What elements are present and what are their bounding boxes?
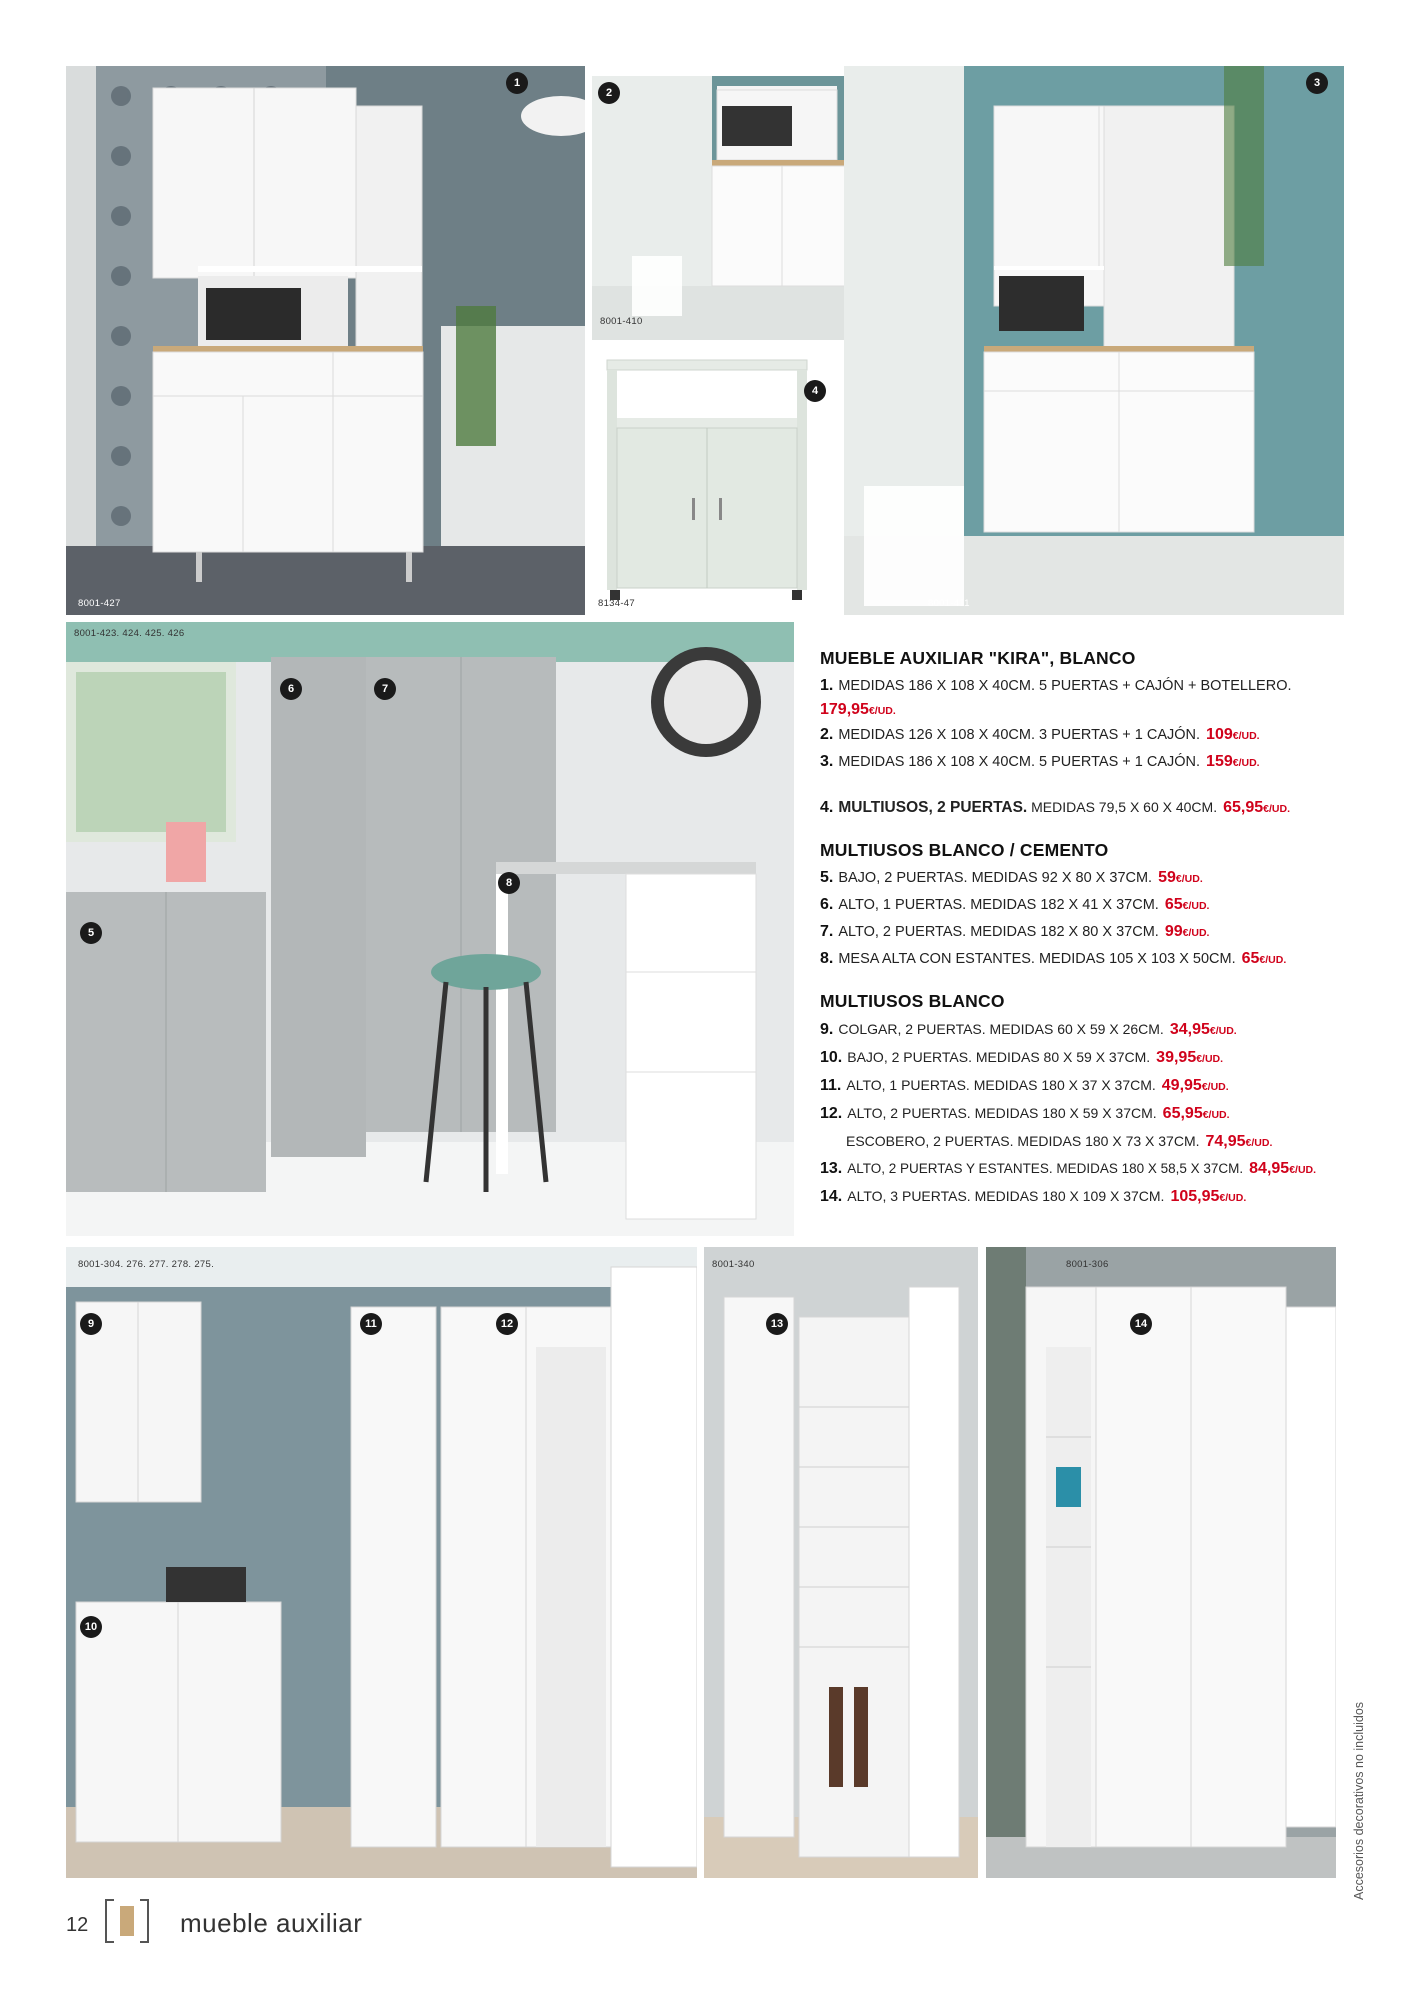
item-5: 5. BAJO, 2 PUERTAS. MEDIDAS 92 X 80 X 37CM. 59€/UD. [820,869,1203,886]
item-3: 3. MEDIDAS 186 X 108 X 40CM. 5 PUERTAS + 1 CAJÓN. 159€/UD. [820,753,1260,770]
kira-heading: MUEBLE AUXILIAR "KIRA", BLANCO [820,648,1136,668]
item-12: 12. ALTO, 2 PUERTAS. MEDIDAS 180 X 59 X 37CM. 65,95€/UD. [820,1105,1230,1122]
badge-1: 1 [506,72,528,94]
blanco-9-12-illustration [66,1247,697,1878]
item-4: 4. MULTIUSOS, 2 PUERTAS. MEDIDAS 79,5 X 60 X 40CM. 65,95€/UD. [820,799,1290,816]
badge-5: 5 [80,922,102,944]
badge-7: 7 [374,678,396,700]
item-1-price: 179,95€/UD. [820,701,896,718]
item-9: 9. COLGAR, 2 PUERTAS. MEDIDAS 60 X 59 X 26CM. 34,95€/UD. [820,1021,1237,1038]
code-8001-340: 8001-340 [712,1259,755,1270]
badge-12: 12 [496,1313,518,1335]
product-list [820,648,1380,1211]
item-10: 10. BAJO, 2 PUERTAS. MEDIDAS 80 X 59 X 37CM. 39,95€/UD. [820,1049,1224,1066]
blanco-13-illustration [704,1247,978,1878]
photo-blanco-cemento [66,622,794,1236]
blanco-cemento-heading: MULTIUSOS BLANCO / CEMENTO [820,840,1109,860]
item-escobero: ESCOBERO, 2 PUERTAS. MEDIDAS 180 X 73 X 37CM. 74,95€/UD. [846,1133,1273,1150]
item-11: 11. ALTO, 1 PUERTAS. MEDIDAS 180 X 37 X 37CM. 49,95€/UD. [820,1077,1229,1094]
code-8001-423: 8001-423. 424. 425. 426 [74,628,185,639]
badge-6: 6 [280,678,302,700]
blanco-cemento-illustration [66,622,794,1236]
kira-3-illustration [844,66,1344,615]
photo-kira-1 [66,66,585,615]
code-8134-47: 8134-47 [598,598,635,609]
section-title: mueble auxiliar [180,1908,363,1938]
badge-14: 14 [1130,1313,1152,1335]
bracket-logo-icon [104,1898,150,1944]
photo-blanco-13 [704,1247,978,1878]
badge-13: 13 [766,1313,788,1335]
code-8001-410: 8001-410 [600,316,643,327]
item-6: 6. ALTO, 1 PUERTAS. MEDIDAS 182 X 41 X 37CM. 65€/UD. [820,896,1210,913]
badge-3: 3 [1306,72,1328,94]
side-note: Accesorios decorativos no incluidos [1352,1701,1366,1900]
item-14: 14. ALTO, 3 PUERTAS. MEDIDAS 180 X 109 X 37CM. 105,95€/UD. [820,1188,1247,1205]
code-8001-306: 8001-306 [1066,1259,1109,1270]
code-8001-427: 8001-427 [78,598,121,609]
kira-1-illustration [66,66,585,615]
blanco-heading: MULTIUSOS BLANCO [820,991,1005,1011]
photo-blanco-9-12 [66,1247,697,1878]
code-8001-304: 8001-304. 276. 277. 278. 275. [78,1259,215,1270]
code-8001-411: 8001-411 [928,598,970,609]
item-8: 8. MESA ALTA CON ESTANTES. MEDIDAS 105 X 103 X 50CM. 65€/UD. [820,950,1287,967]
badge-8: 8 [498,872,520,894]
badge-11: 11 [360,1313,382,1335]
item-1: 1. MEDIDAS 186 X 108 X 40CM. 5 PUERTAS + CAJÓN + BOTELLERO. [820,677,1292,694]
badge-10: 10 [80,1616,102,1638]
badge-9: 9 [80,1313,102,1335]
photo-multiusos-4 [592,348,842,615]
badge-2: 2 [598,82,620,104]
photo-blanco-14 [986,1247,1336,1878]
badge-4: 4 [804,380,826,402]
item-13: 13. ALTO, 2 PUERTAS Y ESTANTES. MEDIDAS 180 X 58,5 X 37CM. 84,95€/UD. [820,1160,1317,1177]
page-number: 12 [66,1914,89,1936]
item-7: 7. ALTO, 2 PUERTAS. MEDIDAS 182 X 80 X 37CM. 99€/UD. [820,923,1210,940]
item-2: 2. MEDIDAS 126 X 108 X 40CM. 3 PUERTAS + 1 CAJÓN. 109€/UD. [820,726,1260,743]
photo-kira-3 [844,66,1344,615]
blanco-14-illustration [986,1247,1336,1878]
